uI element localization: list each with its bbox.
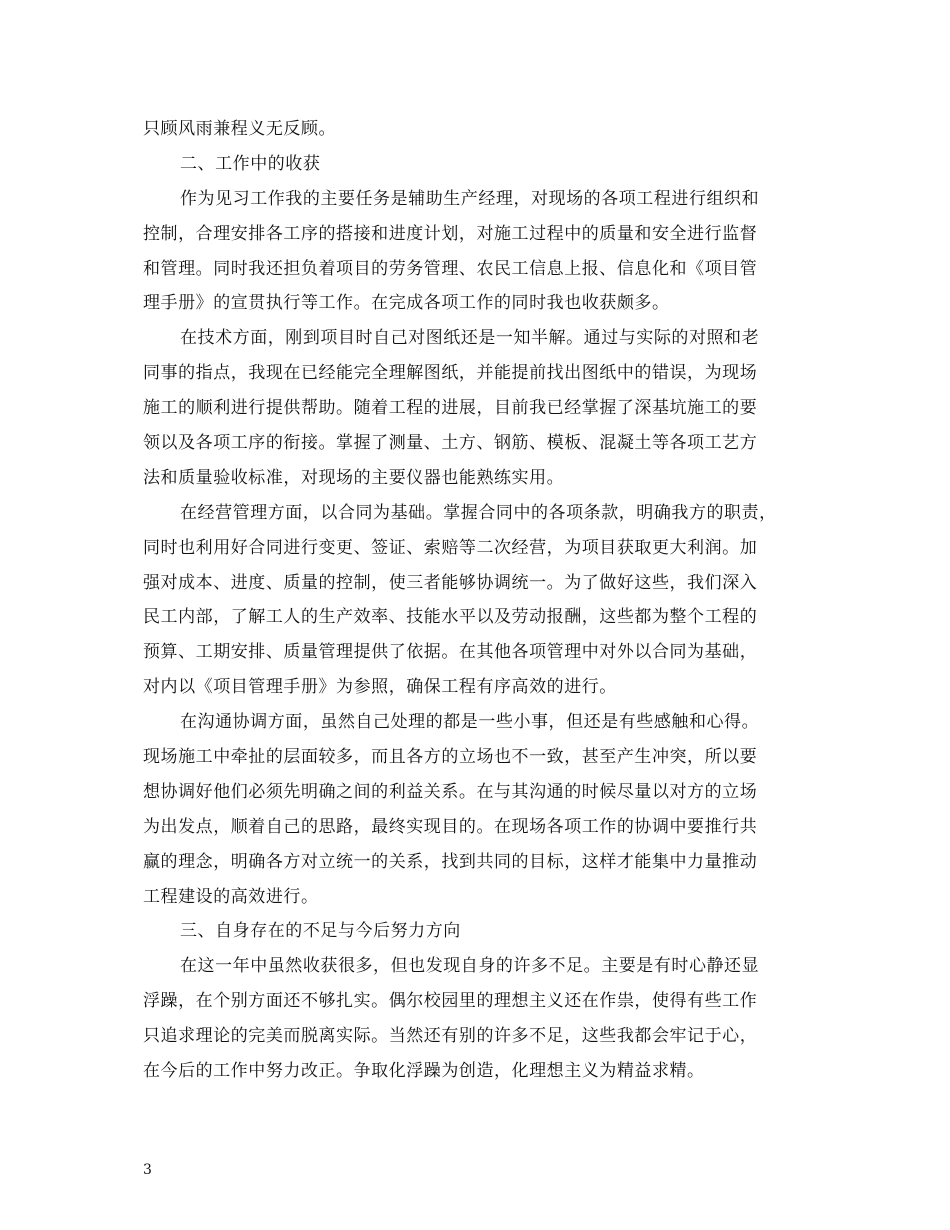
text-line: 法和质量验收标准，对现场的主要仪器也能熟练实用。: [143, 467, 565, 488]
page-number: 3: [143, 1162, 152, 1178]
text-line: 和管理。同时我还担负着项目的劳务管理、农民工信息上报、信息化和《项目管: [143, 258, 758, 279]
text-line: 对内以《项目管理手册》为参照，确保工程有序高效的进行。: [143, 677, 617, 698]
text-line: 控制，合理安排各工序的搭接和进度计划，对施工过程中的质量和安全进行监督: [143, 223, 758, 244]
text-line: 只顾风雨兼程义无反顾。: [143, 119, 337, 139]
text-line: 强对成本、进度、质量的控制，使三者能够协调统一。为了做好这些，我们深入: [143, 572, 758, 593]
text-line: 在技术方面，刚到项目时自己对图纸还是一知半解。通过与实际的对照和老: [180, 328, 760, 349]
section-heading: 三、自身存在的不足与今后努力方向: [180, 921, 461, 942]
text-line: 浮躁，在个别方面还不够扎实。偶尔校园里的理想主义还在作祟，使得有些工作: [143, 991, 758, 1012]
text-line: 在今后的工作中努力改正。争取化浮躁为创造，化理想主义为精益求精。: [143, 1061, 705, 1082]
text-line: 在沟通协调方面，虽然自己处理的都是一些小事，但还是有些感触和心得。: [180, 712, 760, 733]
text-line: 民工内部，了解工人的生产效率、技能水平以及劳动报酬，这些都为整个工程的: [143, 607, 758, 628]
text-line: 领以及各项工序的衔接。掌握了测量、土方、钢筋、模板、混凝土等各项工艺方: [143, 433, 758, 454]
text-line: 作为见习工作我的主要任务是辅助生产经理，对现场的各项工程进行组织和: [180, 188, 760, 209]
text-line: 只追求理论的完美而脱离实际。当然还有别的许多不足，这些我都会牢记于心，: [143, 1026, 758, 1047]
text-line: 想协调好他们必须先明确之间的利益关系。在与其沟通的时候尽量以对方的立场: [143, 781, 758, 802]
text-line: 同事的指点，我现在已经能完全理解图纸，并能提前找出图纸中的错误，为现场: [143, 363, 758, 384]
text-line: 在经营管理方面，以合同为基础。掌握合同中的各项条款，明确我方的职责，: [180, 502, 777, 523]
text-line: 现场施工中牵扯的层面较多，而且各方的立场也不一致，甚至产生冲突，所以要: [143, 747, 758, 768]
text-line: 预算、工期安排、质量管理提供了依据。在其他各项管理中对外以合同为基础，: [143, 642, 758, 663]
document-body: [143, 112, 823, 1089]
text-line: 理手册》的宣贯执行等工作。在完成各项工作的同时我也收获颇多。: [143, 293, 670, 314]
text-line: 在这一年中虽然收获很多，但也发现自身的许多不足。主要是有时心静还显: [180, 956, 760, 977]
text-line: 施工的顺利进行提供帮助。随着工程的进展，目前我已经掌握了深基坑施工的要: [143, 398, 758, 419]
text-line: 赢的理念，明确各方对立统一的关系，找到共同的目标，这样才能集中力量推动: [143, 851, 758, 872]
text-line: 为出发点，顺着自己的思路，最终实现目的。在现场各项工作的协调中要推行共: [143, 816, 758, 837]
section-heading: 二、工作中的收获: [180, 153, 321, 174]
text-line: 工程建设的高效进行。: [143, 886, 319, 907]
text-line: 同时也利用好合同进行变更、签证、索赔等二次经营，为项目获取更大利润。加: [143, 537, 758, 558]
